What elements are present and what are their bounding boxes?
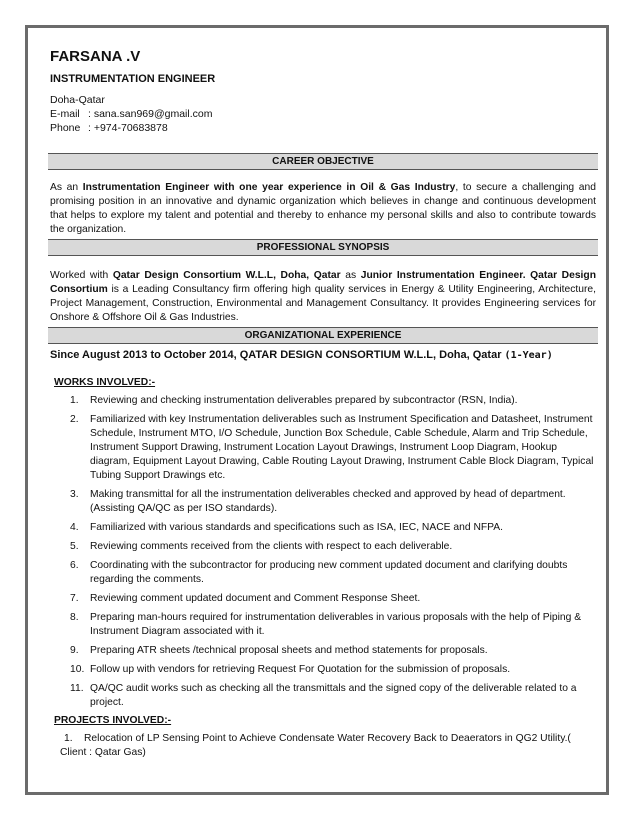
item-text: Familiarized with key Instrumentation deliverables such as Instrument Specification and Datasheet, Instrument Schedule, Instrument MTO, I/O Schedule, Junction Box Schedule, Cable Schedule, Alarm and Trip Schedule, Instrument Support Drawing, Instrument Location Layout Drawings, Instrument Loop Diagram, Hookup diagram, Equipment Layout Drawing, Cable Routing Layout Drawing, Instrument Cable Block Diagram, Typical Tubing Support Drawings etc. [90,414,594,481]
professional-synopsis-text: Worked with Qatar Design Consortium W.L.L, Doha, Qatar as Junior Instrumentation Engineer. Qatar Design Consortium is a Leading Consultancy firm offering high quality services in Energy & Utility Engineering, Architecture, Project Management, Construction, Environmental and Management Consultancy. It provides Engineering services for Onshore & Offshore Oil & Gas Industries. [50,270,597,323]
item-number: 4. [70,522,79,533]
item-number: 9. [70,645,79,656]
item-number: 6. [70,560,79,571]
item-text: Reviewing comments received from the clients with respect to each deliverable. [90,541,453,552]
list-item [70,663,596,677]
item-text: Reviewing and checking instrumentation deliverables prepared by subcontractor (RSN, India). [90,395,518,406]
list-item [70,521,596,535]
email-row [50,107,596,121]
item-text: Follow up with vendors for retrieving Request For Quotation for the submission of proposals. [90,664,511,675]
list-item [70,413,596,483]
works-list [70,394,596,710]
item-number: 2. [70,414,79,425]
item-text: Making transmittal for all the instrumentation deliverables checked and approved by head of department. (Assisting QA/QC as per ISO standards). [90,489,566,514]
item-number: 3. [70,489,79,500]
list-item [70,682,596,710]
item-text: Preparing ATR sheets /technical proposal sheets and method statements for proposals. [90,645,488,656]
career-objective-text: As an Instrumentation Engineer with one year experience in Oil & Gas Industry, to secure a challenging and promising position in an innovative and dynamic organization which believes in change and continuous development that helps to explore my talent and potential and thereby to enhance my personal skills and also to contribute towards the organization. [50,182,596,235]
item-text: Preparing man-hours required for instrumentation deliverables in various proposals with the help of Piping & Instrument Diagram associated with it. [90,612,582,637]
item-number: 1. [70,395,79,406]
career-objective-heading: CAREER OBJECTIVE [48,153,598,170]
phone-value: : +974-70683878 [88,122,168,134]
location: Doha-Qatar [50,94,105,106]
professional-synopsis-heading: PROFESSIONAL SYNOPSIS [48,239,598,256]
list-item [70,644,596,658]
projects-involved-heading: PROJECTS INVOLVED:- [54,715,172,726]
contact-block [50,93,596,135]
item-text: Relocation of LP Sensing Point to Achieve Condensate Water Recovery Back to Deaerators in QG2 Utility.( Client : Qatar Gas) [60,733,571,758]
phone-label: Phone [50,122,81,134]
item-number: 11. [70,683,84,694]
projects-list [60,732,596,760]
list-item [70,559,596,587]
item-number: 7. [70,593,79,604]
item-number: 5. [70,541,79,552]
phone-row [50,121,596,135]
item-text: Reviewing comment updated document and Comment Response Sheet. [90,593,421,604]
item-text: QA/QC audit works such as checking all the transmittals and the signed copy of the deliverable related to a project. [90,683,577,708]
email-label: E-mail [50,108,80,120]
list-item [70,394,596,408]
item-text: Coordinating with the subcontractor for producing new comment updated document and clarifying doubts regarding the comments. [90,560,568,585]
item-number: 10. [70,664,85,675]
project-item [60,732,596,760]
item-number: 8. [70,612,79,623]
list-item [70,611,596,639]
item-text: Familiarized with various standards and specifications such as ISA, IEC, NACE and NFPA. [90,522,504,533]
resume-content [50,48,596,760]
works-involved-heading: WORKS INVOLVED:- [54,377,156,388]
list-item [70,540,596,554]
organizational-experience-heading: ORGANIZATIONAL EXPERIENCE [48,327,598,344]
email-value: : sana.san969@gmail.com [88,108,213,120]
list-item [70,488,596,516]
candidate-name: FARSANA .V [50,48,141,65]
experience-period: Since August 2013 to October 2014, QATAR DESIGN CONSORTIUM W.L.L, Doha, Qatar (1-Year) [50,349,553,361]
list-item [70,592,596,606]
candidate-title: INSTRUMENTATION ENGINEER [50,73,216,85]
item-number: 1. [64,733,73,744]
